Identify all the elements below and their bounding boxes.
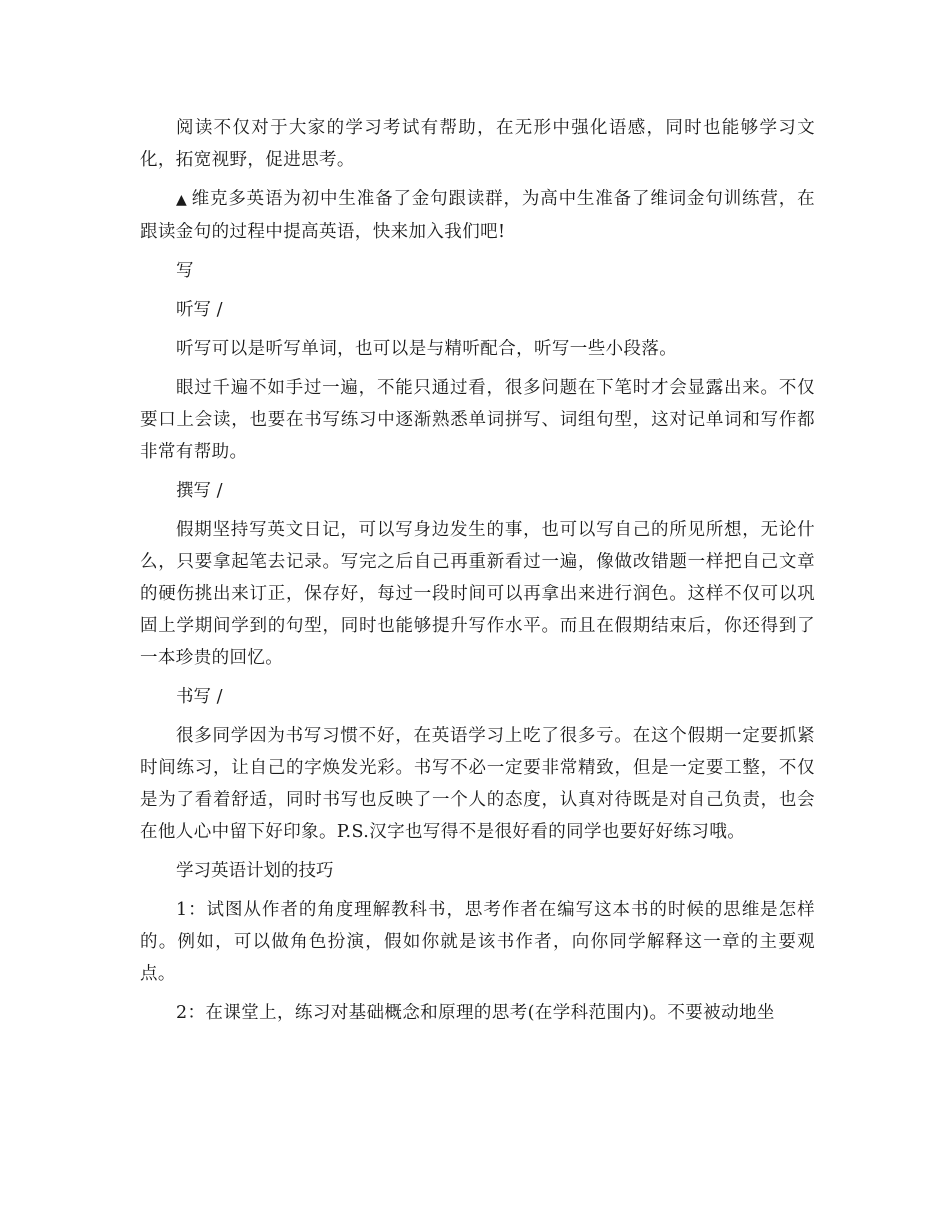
composition-paragraph: 假期坚持写英文日记，可以写身边发生的事，也可以写自己的所见所想，无论什么，只要拿起笔去记录。写完之后自己再重新看过一遍，像做改错题一样把自己文章的硬伤挑出来订正，保存好，每过一段时间可以再拿出来进行润色。这样不仅可以巩固上学期间学到的句型，同时也能够提升写作水平。而且在假期结束后，你还得到了一本珍贵的回忆。 [140, 520, 815, 668]
subheading-handwriting: 书写 / [176, 687, 223, 707]
dictation-paragraph: 听写可以是听写单词，也可以是与精听配合，听写一些小段落。 [176, 339, 678, 359]
practice-paragraph: 眼过千遍不如手过一遍，不能只通过看，很多问题在下笔时才会显露出来。不仅要口上会读，也要在书写练习中逐渐熟悉单词拼写、词组句型，这对记单词和写作都非常有帮助。 [140, 378, 815, 462]
subheading-dictation: 听写 / [176, 300, 223, 320]
handwriting-paragraph: 很多同学因为书写习惯不好，在英语学习上吃了很多亏。在这个假期一定要抓紧时间练习，让自己的字焕发光彩。书写不必一定要非常精致，但是一定要工整，不仅是为了看着舒适，同时书写也反映了一个人的态度，认真对待既是对自己负责，也会在他人心中留下好印象。P.S.汉字也写得不是很好看的同学也要好好练习哦。 [140, 726, 815, 842]
promo-bullet-paragraph [140, 183, 815, 248]
section-heading-write: 写 [176, 261, 194, 281]
triangle-bullet-icon: ▲ [176, 192, 188, 208]
promo-bullet-text: 维克多英语为初中生准备了金句跟读群，为高中生准备了维词金句训练营，在跟读金句的过程中提高英语，快来加入我们吧! [140, 189, 815, 242]
document-page [140, 112, 815, 1036]
intro-paragraph: 阅读不仅对于大家的学习考试有帮助，在无形中强化语感，同时也能够学习文化，拓宽视野，促进思考。 [140, 118, 815, 170]
tip-2-paragraph: 2：在课堂上，练习对基础概念和原理的思考(在学科范围内)。不要被动地坐 [176, 1003, 775, 1023]
tip-1-paragraph: 1：试图从作者的角度理解教科书，思考作者在编写这本书的时候的思维是怎样的。例如，可以做角色扮演，假如你就是该书作者，向你同学解释这一章的主要观点。 [140, 900, 815, 984]
section-heading-tips: 学习英语计划的技巧 [176, 861, 334, 881]
subheading-composition: 撰写 / [176, 481, 223, 501]
